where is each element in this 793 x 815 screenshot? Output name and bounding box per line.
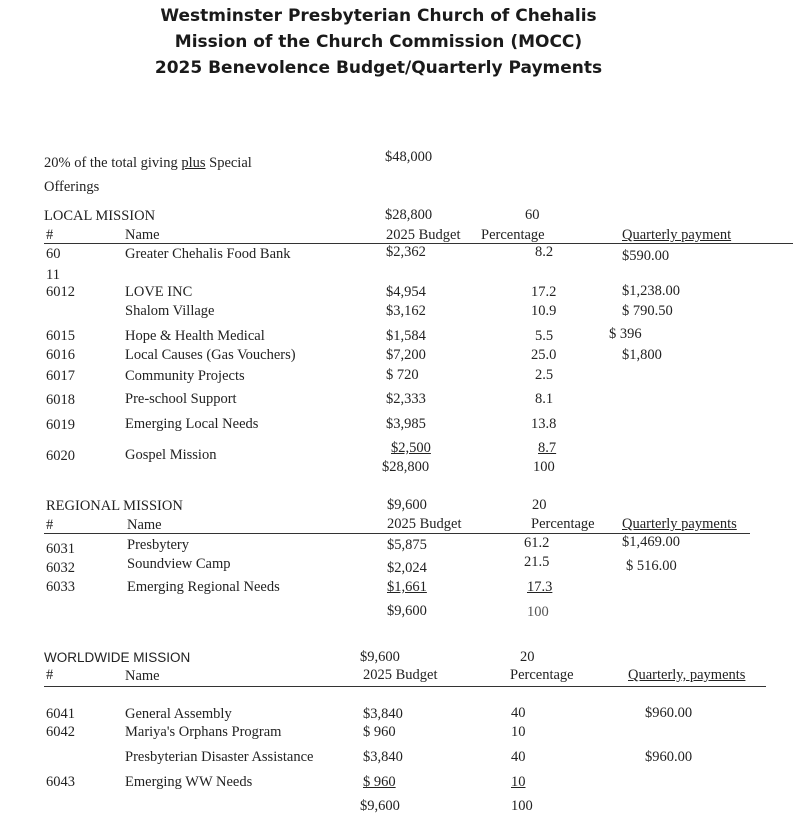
local-row-9-num: 6019 (46, 417, 75, 433)
worldwide-title: WORLDWIDE MISSION (44, 650, 191, 665)
local-row-4-budget: $3,162 (386, 303, 426, 319)
local-sum-pct: 100 (533, 459, 555, 475)
local-row-1-budget: $2,362 (386, 244, 426, 260)
regional-row-2-num: 6032 (46, 560, 75, 576)
local-row-6-name: Local Causes (Gas Vouchers) (125, 347, 296, 363)
regional-row-2-pct: 21.5 (524, 554, 550, 570)
local-col-pct: Percentage (481, 227, 545, 243)
worldwide-row-4-budget: $ 960 (363, 774, 396, 790)
regional-title: REGIONAL MISSION (46, 498, 183, 514)
regional-row-1-quarterly: $1,469.00 (622, 534, 680, 550)
local-row-10-name: Gospel Mission (125, 447, 217, 463)
local-row-3-quarterly: $1,238.00 (622, 283, 680, 299)
worldwide-row-3-quarterly: $960.00 (645, 749, 693, 765)
worldwide-row-3-name: Presbyterian Disaster Assistance (125, 749, 314, 765)
regional-col-num: # (46, 517, 54, 533)
local-row-9-budget: $3,985 (386, 416, 426, 432)
local-row-6-budget: $7,200 (386, 347, 426, 363)
worldwide-col-quarterly: Quarterly, payments (628, 667, 746, 683)
local-col-name: Name (125, 227, 160, 243)
local-row-5-quarterly: $ 396 (609, 326, 642, 342)
local-total: $28,800 (385, 207, 433, 223)
local-row-10-num: 6020 (46, 448, 75, 464)
intro-text: 20% of the total giving plus Special (44, 155, 252, 171)
worldwide-row-2-num: 6042 (46, 724, 75, 740)
local-row-10-budget: $2,500 (391, 440, 431, 456)
local-row-8-num: 6018 (46, 392, 75, 408)
worldwide-col-num: # (46, 667, 54, 683)
local-row-7-num: 6017 (46, 368, 75, 384)
local-row-8-name: Pre-school Support (125, 391, 237, 407)
local-row-6-pct: 25.0 (531, 347, 557, 363)
regional-row-3-name: Emerging Regional Needs (127, 579, 280, 595)
local-col-num: # (46, 227, 54, 243)
regional-row-1-num: 6031 (46, 541, 75, 557)
worldwide-row-4-name: Emerging WW Needs (125, 774, 253, 790)
local-row-8-pct: 8.1 (535, 391, 554, 407)
local-row-3-num: 6012 (46, 284, 75, 300)
regional-row-1-name: Presbytery (127, 537, 190, 553)
regional-row-2-quarterly: $ 516.00 (626, 558, 677, 574)
worldwide-row-3-budget: $3,840 (363, 749, 403, 765)
worldwide-col-budget: 2025 Budget (363, 667, 438, 683)
local-row-5-name: Hope & Health Medical (125, 328, 265, 344)
regional-row-1-pct: 61.2 (524, 535, 550, 551)
worldwide-share: 20 (520, 649, 535, 665)
header-line-2: Mission of the Church Commission (MOCC) (174, 32, 583, 52)
regional-col-pct: Percentage (531, 516, 595, 532)
local-row-3-pct: 17.2 (531, 284, 557, 300)
local-row-5-pct: 5.5 (535, 328, 554, 344)
local-share: 60 (525, 207, 540, 223)
worldwide-sum-budget: $9,600 (360, 798, 400, 814)
worldwide-row-1-quarterly: $960.00 (645, 705, 693, 721)
local-row-2-num: 11 (46, 267, 60, 283)
worldwide-row-3-pct: 40 (511, 749, 526, 765)
regional-sum-budget: $9,600 (387, 603, 427, 619)
intro-plus: plus (181, 155, 206, 171)
intro-amount: $48,000 (385, 149, 433, 165)
local-col-quarterly: Quarterly payment (622, 227, 732, 243)
local-row-10-pct: 8.7 (538, 440, 557, 456)
local-row-7-pct: 2.5 (535, 367, 554, 383)
regional-row-3-pct: 17.3 (527, 579, 553, 595)
local-row-3-name: LOVE INC (125, 284, 193, 300)
worldwide-row-1-budget: $3,840 (363, 706, 403, 722)
regional-total: $9,600 (387, 497, 427, 513)
local-row-5-budget: $1,584 (386, 328, 426, 344)
regional-col-name: Name (127, 517, 162, 533)
intro-text-2: Offerings (44, 179, 100, 195)
regional-sum-pct: 100 (527, 604, 549, 620)
header-line-3: 2025 Benevolence Budget/Quarterly Payments (154, 58, 603, 78)
local-row-7-name: Community Projects (125, 368, 245, 384)
local-row-9-pct: 13.8 (531, 416, 557, 432)
regional-row-1-budget: $5,875 (387, 537, 427, 553)
regional-col-budget: 2025 Budget (387, 516, 462, 532)
worldwide-row-1-num: 6041 (46, 706, 75, 722)
local-row-1-name: Greater Chehalis Food Bank (125, 246, 291, 262)
header-line-1: Westminster Presbyterian Church of Chehalis (160, 6, 597, 26)
local-row-4-pct: 10.9 (531, 303, 557, 319)
local-row-8-budget: $2,333 (386, 391, 426, 407)
local-row-9-name: Emerging Local Needs (125, 416, 259, 432)
worldwide-row-2-pct: 10 (511, 724, 526, 740)
local-row-6-quarterly: $1,800 (622, 347, 662, 363)
regional-row-3-num: 6033 (46, 579, 75, 595)
local-row-7-budget: $ 720 (386, 367, 419, 383)
regional-col-quarterly: Quarterly payments (622, 516, 737, 532)
worldwide-total: $9,600 (360, 649, 400, 665)
local-title: LOCAL MISSION (44, 208, 156, 224)
regional-row-3-budget: $1,661 (387, 579, 427, 595)
worldwide-row-1-name: General Assembly (125, 706, 232, 722)
local-row-1-quarterly: $590.00 (622, 248, 670, 264)
local-col-budget: 2025 Budget (386, 227, 461, 243)
regional-row-2-budget: $2,024 (387, 560, 427, 576)
worldwide-row-1-pct: 40 (511, 705, 526, 721)
local-row-6-num: 6016 (46, 347, 75, 363)
worldwide-row-2-name: Mariya's Orphans Program (125, 724, 282, 740)
local-row-4-name: Shalom Village (125, 303, 215, 319)
worldwide-row-2-budget: $ 960 (363, 724, 396, 740)
regional-share: 20 (532, 497, 547, 513)
regional-row-2-name: Soundview Camp (127, 556, 231, 572)
worldwide-row-4-num: 6043 (46, 774, 75, 790)
local-row-5-num: 6015 (46, 328, 75, 344)
worldwide-col-name: Name (125, 668, 160, 684)
worldwide-row-4-pct: 10 (511, 774, 526, 790)
local-row-4-quarterly: $ 790.50 (622, 303, 673, 319)
local-row-1-pct: 8.2 (535, 244, 554, 260)
local-sum-budget: $28,800 (382, 459, 430, 475)
local-row-1-num: 60 (46, 246, 61, 262)
worldwide-header-rule (44, 686, 766, 687)
worldwide-sum-pct: 100 (511, 798, 533, 814)
local-row-3-budget: $4,954 (386, 284, 426, 300)
worldwide-col-pct: Percentage (510, 667, 574, 683)
